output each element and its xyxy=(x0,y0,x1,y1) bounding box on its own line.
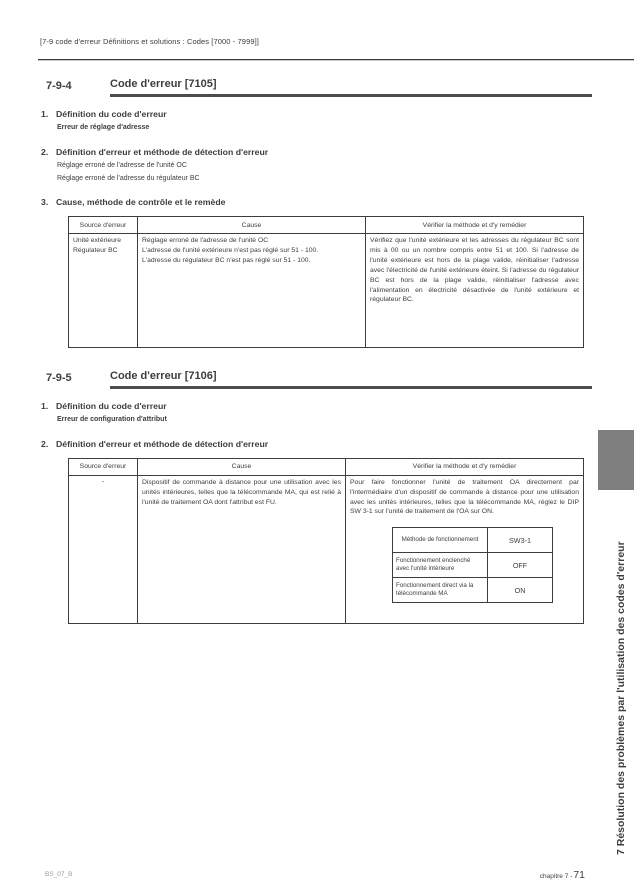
item-number: 1. xyxy=(41,109,49,119)
nested-row-value: OFF xyxy=(488,553,553,578)
error-table-7106 xyxy=(68,458,584,624)
cell-cause xyxy=(138,475,346,623)
item-heading-text: Cause, méthode de contrôle et le remède xyxy=(56,197,226,208)
header-divider xyxy=(38,59,634,61)
table-row xyxy=(69,475,584,623)
cause-line: L'adresse de l'unité extérieure n'est pas réglé sur 51 - 100. xyxy=(142,247,319,255)
definition-text: Erreur de configuration d'attribut xyxy=(57,416,167,424)
section-7-9-4 xyxy=(40,78,592,348)
item-heading-text: Définition d'erreur et méthode de détection d'erreur xyxy=(56,146,269,157)
item-number: 1. xyxy=(41,401,49,411)
nested-row xyxy=(393,578,553,603)
item-heading xyxy=(40,400,592,412)
page-footer xyxy=(540,869,585,881)
header-cause: Cause xyxy=(138,458,346,475)
dip-switch-table xyxy=(392,527,553,603)
cause-text: Dispositif de commande à distance pour une utilisation avec les unités intérieures, telles que la télécommande MA, qui est relié à l'unité de traitement OA dont l'attribut est FU. xyxy=(142,478,341,506)
source-line: Régulateur BC xyxy=(73,247,118,255)
table-header-row xyxy=(69,458,584,475)
cause-line: L'adresse du régulateur BC n'est pas réglé sur 51 - 100. xyxy=(142,256,311,264)
item-body xyxy=(40,414,592,427)
item-heading xyxy=(40,196,592,208)
item-cause-remedy xyxy=(40,196,592,208)
section-title: Code d'erreur [7105] xyxy=(110,78,592,97)
section-heading xyxy=(40,78,592,97)
cell-source xyxy=(69,234,138,348)
error-table-7105 xyxy=(68,216,584,348)
item-heading xyxy=(40,108,592,120)
item-definition-code xyxy=(40,400,592,427)
nested-header-value: SW3-1 xyxy=(488,528,553,553)
section-title: Code d'erreur [7106] xyxy=(110,370,592,389)
header-remedy: Vérifier la méthode et d'y remédier xyxy=(366,217,584,234)
item-definition-detection xyxy=(40,438,592,450)
detection-line: Réglage erroné de l'adresse du régulateur BC xyxy=(57,174,200,182)
section-7-9-5 xyxy=(40,370,592,624)
item-heading-text: Définition du code d'erreur xyxy=(56,401,167,411)
header-source: Source d'erreur xyxy=(69,458,138,475)
item-definition-code xyxy=(40,108,592,135)
detection-line: Réglage erroné de l'adresse de l'unité OC xyxy=(57,161,187,169)
item-body xyxy=(40,160,592,185)
header-cause: Cause xyxy=(138,217,366,234)
cause-line: Réglage erroné de l'adresse de l'unité OC xyxy=(142,237,269,245)
cell-remedy xyxy=(346,475,584,623)
nested-row-label: Fonctionnement direct via la télécommande MA xyxy=(393,578,488,603)
breadcrumb: [7-9 code d'erreur Définitions et solutions : Codes [7000 - 7999]] xyxy=(40,37,259,46)
remedy-text: Vérifiez que l'unité extérieure et les adresses du régulateur BC sont mis à 00 ou un nombre compris entre 51 et 100. Si l'adresse de l'unité extérieure est hors de la plage valide, réinitialiser l'adresse avec l'électricité de l'unité extérieure éteint. Si l'adresse du régulateur BC est hors de la plage valide, réinitialiser l'adresse avec l'alimentation en électricité désactivée de l'unité extérieure et régulateur BC. xyxy=(370,237,579,304)
nested-row xyxy=(393,553,553,578)
header-remedy: Vérifier la méthode et d'y remédier xyxy=(346,458,584,475)
item-definition-detection xyxy=(40,146,592,185)
section-heading xyxy=(40,370,592,389)
document-reference: BS_07_B xyxy=(45,871,73,878)
table-row xyxy=(69,234,584,348)
definition-text: Erreur de réglage d'adresse xyxy=(57,124,150,132)
chapter-label: chapitre 7 - xyxy=(539,873,573,880)
item-body xyxy=(40,122,592,135)
section-number: 7-9-4 xyxy=(46,80,72,92)
item-number: 2. xyxy=(41,438,49,449)
header-source: Source d'erreur xyxy=(69,217,138,234)
chapter-tab-marker xyxy=(598,430,634,490)
page-number: 71 xyxy=(573,869,585,881)
cell-remedy xyxy=(366,234,584,348)
nested-header-label: Méthode de fonctionnement xyxy=(393,528,488,553)
table-header-row xyxy=(69,217,584,234)
nested-row-value: ON xyxy=(488,578,553,603)
nested-header-row xyxy=(393,528,553,553)
item-number: 2. xyxy=(41,146,49,157)
item-heading-text: Définition d'erreur et méthode de détection d'erreur xyxy=(56,438,269,449)
item-heading xyxy=(40,438,592,450)
item-heading-text: Définition du code d'erreur xyxy=(56,109,167,119)
source-line: Unité extérieure xyxy=(73,237,121,245)
nested-row-label: Fonctionnement enclenché avec l'unité intérieure xyxy=(393,553,488,578)
section-number: 7-9-5 xyxy=(46,372,72,384)
cell-cause xyxy=(138,234,366,348)
chapter-vertical-caption: 7 Résolution des problèmes par l'utilisation des codes d'erreur xyxy=(615,541,627,855)
remedy-intro-text: Pour faire fonctionner l'unité de traitement OA directement par l'intermédiaire d'un dispositif de commande à distance pour une utilisation avec les unités intérieures, telles que la télécommande MA, réglez le DIP SW 3-1 sur l'unité de traitement de l'OA sur ON. xyxy=(350,478,579,516)
cell-source: - xyxy=(69,475,138,623)
item-heading xyxy=(40,146,592,158)
item-number: 3. xyxy=(41,197,49,208)
